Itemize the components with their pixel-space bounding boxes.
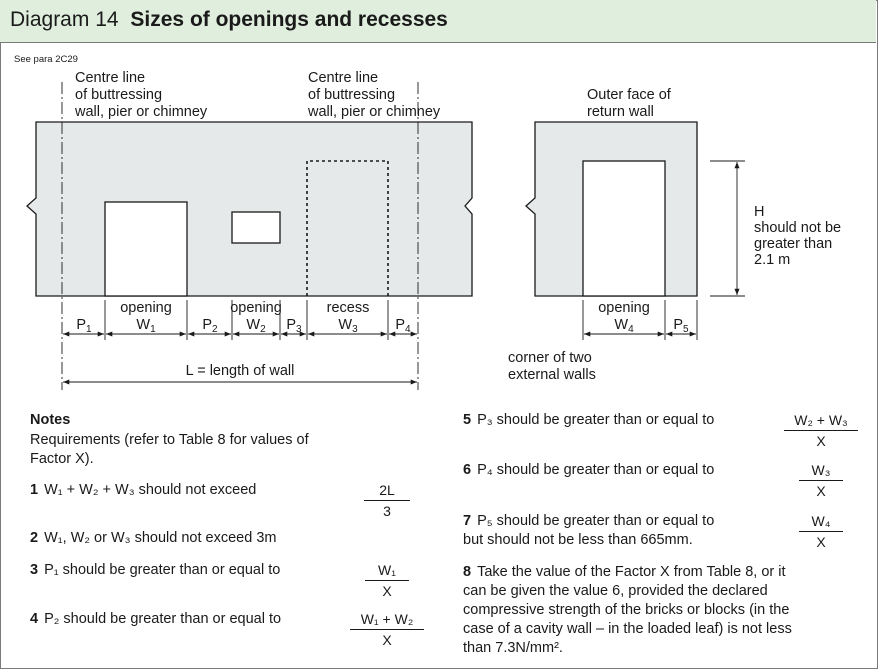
p4-label: $P_4$ [395, 317, 411, 335]
note-4-fraction: $\frac{\text{W₁ + W₂}}{X}$ [350, 610, 424, 650]
note-2: 2 W₁, W₂ or W₃ should not exceed 3m [30, 530, 277, 546]
p1-label: $P_1$ [76, 317, 92, 335]
notes-intro-1: Requirements (refer to Table 8 for values of [30, 432, 309, 448]
w3-label: $W_3$ [338, 317, 358, 335]
w4-label: $W_4$ [614, 317, 634, 335]
diagram-number: Diagram 14 [10, 8, 119, 31]
note-8-line-5: than 7.3N/mm². [463, 640, 563, 656]
outer-face-label: Outer face of return wall [587, 87, 671, 120]
w2-label: $W_2$ [246, 317, 266, 335]
note-7-fraction: $\frac{\text{W₄}}{X}$ [799, 512, 843, 552]
note-1-fraction: $\frac{2L}{3}$ [364, 481, 410, 521]
p5-label: $P_5$ [673, 317, 689, 335]
w1-caption: opening [120, 300, 172, 316]
corner-label: corner of two external walls [508, 350, 596, 383]
note-6-fraction: $\frac{\text{W₃}}{X}$ [799, 461, 843, 501]
note-7: 7 P₅ should be greater than or equal to [463, 513, 715, 529]
note-5-fraction: $\frac{\text{W₂ + W₃}}{X}$ [784, 411, 858, 451]
notes-intro-2: Factor X). [30, 451, 94, 467]
opening-w2 [232, 212, 280, 243]
opening-w1 [105, 202, 187, 296]
note-1: 1 W₁ + W₂ + W₃ should not exceed [30, 482, 257, 498]
length-label: L = length of wall [185, 363, 295, 379]
note-3: 3 P₁ should be greater than or equal to [30, 562, 281, 578]
see-para-text: See para 2C29 [14, 54, 78, 65]
opening-w4 [583, 161, 665, 296]
centre-line-right-label: Centre line of buttressing wall, pier or chimney [308, 70, 441, 120]
notes-heading: Notes [30, 412, 71, 428]
centre-line-left-label: Centre line of buttressing wall, pier or chimney [75, 70, 208, 120]
p2-label: $P_2$ [202, 317, 218, 335]
note-7-line-2: but should not be less than 665mm. [463, 532, 693, 548]
w1-label: $W_1$ [136, 317, 156, 335]
w4-caption: opening [598, 300, 650, 316]
note-5: 5 P₃ should be greater than or equal to [463, 412, 715, 428]
note-8-line-2: can be given the value 6, provided the declared [463, 583, 768, 599]
p3-label: $P_3$ [286, 317, 302, 335]
w3-caption: recess [326, 300, 370, 316]
note-6: 6 P₄ should be greater than or equal to [463, 462, 715, 478]
main-wall [27, 122, 472, 296]
note-8: 8 Take the value of the Factor X from Table 8, or it [463, 564, 786, 580]
height-label: H should not be greater than 2.1 m [754, 204, 842, 268]
note-3-fraction: $\frac{\text{W₁}}{X}$ [365, 561, 409, 601]
w2-caption: opening [230, 300, 282, 316]
diagram-title: Sizes of openings and recesses [130, 8, 448, 31]
note-8-line-3: compressive strength of the bricks or blocks (in the [463, 602, 790, 618]
note-4: 4 P₂ should be greater than or equal to [30, 611, 282, 627]
note-8-line-4: case of a cavity wall – in the loaded leaf) is not less [463, 621, 792, 637]
